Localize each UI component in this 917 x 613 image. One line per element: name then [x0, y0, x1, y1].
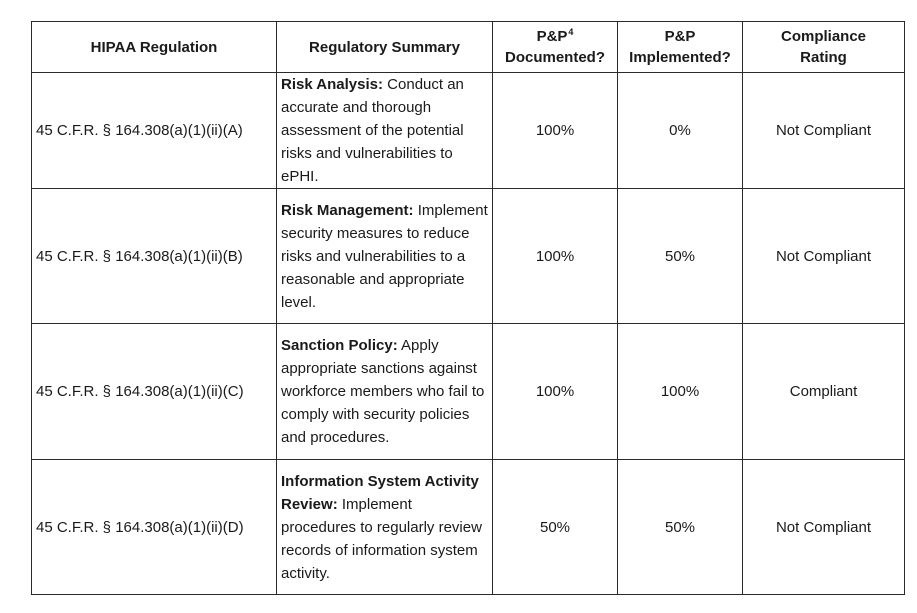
table-row	[32, 189, 905, 324]
regulation-cell: 45 C.F.R. § 164.308(a)(1)(ii)(C)	[32, 324, 277, 460]
summary-cell	[277, 460, 493, 595]
documented-cell: 100%	[493, 189, 618, 324]
summary-cell	[277, 189, 493, 324]
rating-cell: Not Compliant	[743, 460, 905, 595]
header-implemented	[618, 22, 743, 73]
header-rating-line2: Rating	[800, 49, 847, 66]
rating-cell: Not Compliant	[743, 189, 905, 324]
implemented-cell: 100%	[618, 324, 743, 460]
table-row	[32, 324, 905, 460]
header-rating-line1: Compliance	[780, 28, 867, 45]
header-summary	[277, 22, 493, 73]
implemented-cell: 50%	[618, 189, 743, 324]
header-implemented-line2: Implemented?	[629, 49, 731, 66]
summary-title: Risk Analysis:	[281, 76, 383, 93]
table-row	[32, 73, 905, 189]
regulation-cell: 45 C.F.R. § 164.308(a)(1)(ii)(B)	[32, 189, 277, 324]
summary-text: Implement security measures to reduce risks and vulnerabilities to a reasonable and appropriate level.	[281, 201, 488, 311]
summary-cell	[277, 324, 493, 460]
summary-text: Conduct an accurate and thorough assessment of the potential risks and vulnerabilities to ePHI.	[281, 76, 464, 185]
regulation-cell: 45 C.F.R. § 164.308(a)(1)(ii)(A)	[32, 73, 277, 189]
rating-cell: Compliant	[743, 324, 905, 460]
table-header-row	[32, 22, 905, 73]
documented-cell: 100%	[493, 73, 618, 189]
summary-title: Risk Management:	[281, 201, 414, 219]
implemented-cell: 50%	[618, 460, 743, 595]
footnote-marker: 4	[568, 27, 574, 37]
rating-cell: Not Compliant	[743, 73, 905, 189]
summary-title: Information System Activity Review:	[281, 472, 479, 513]
implemented-cell: 0%	[618, 73, 743, 189]
header-summary-label: Regulatory Summary	[309, 38, 460, 56]
summary-cell	[277, 73, 493, 189]
summary-title: Sanction Policy:	[281, 337, 398, 354]
hipaa-compliance-table	[31, 21, 905, 595]
header-regulation	[32, 22, 277, 73]
documented-cell: 50%	[493, 460, 618, 595]
header-regulation-label: HIPAA Regulation	[90, 38, 218, 56]
documented-cell: 100%	[493, 324, 618, 460]
summary-text: Apply appropriate sanctions against workforce members who fail to comply with security policies and procedures.	[281, 337, 485, 446]
header-documented-line2: Documented?	[504, 49, 605, 66]
regulation-cell: 45 C.F.R. § 164.308(a)(1)(ii)(D)	[32, 460, 277, 595]
header-documented-line1: P&P	[536, 28, 568, 45]
summary-text: Implement procedures to regularly review records of information system activity.	[281, 495, 482, 582]
header-documented	[493, 22, 618, 73]
header-rating	[743, 22, 905, 73]
table-row	[32, 460, 905, 595]
header-implemented-line1: P&P	[664, 28, 696, 45]
